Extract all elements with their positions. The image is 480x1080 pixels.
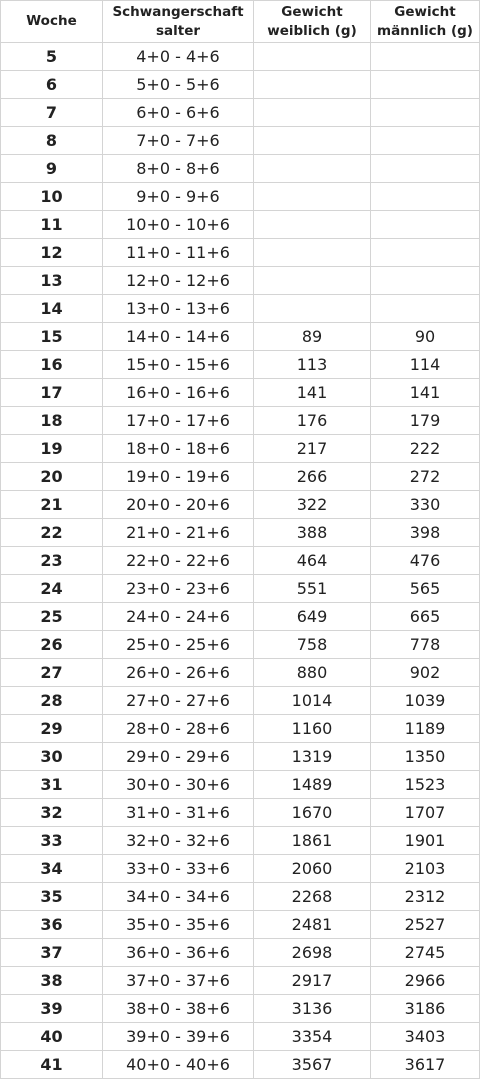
header-line: Schwangerschaft <box>112 3 244 20</box>
cell-schwangerschaftsalter: 25+0 - 25+6 <box>103 631 254 659</box>
table-row <box>1 575 480 603</box>
cell-woche: 32 <box>1 799 103 827</box>
table-row <box>1 743 480 771</box>
cell-gewicht-maennlich: 3186 <box>371 995 480 1023</box>
cell-gewicht-weiblich: 2917 <box>254 967 371 995</box>
cell-schwangerschaftsalter: 11+0 - 11+6 <box>103 239 254 267</box>
cell-woche: 21 <box>1 491 103 519</box>
cell-woche: 16 <box>1 351 103 379</box>
cell-gewicht-weiblich: 551 <box>254 575 371 603</box>
cell-gewicht-maennlich: 3617 <box>371 1051 480 1079</box>
cell-gewicht-weiblich <box>254 71 371 99</box>
table-row <box>1 295 480 323</box>
cell-gewicht-maennlich: 2527 <box>371 911 480 939</box>
cell-gewicht-maennlich: 665 <box>371 603 480 631</box>
cell-gewicht-weiblich: 1014 <box>254 687 371 715</box>
cell-schwangerschaftsalter: 26+0 - 26+6 <box>103 659 254 687</box>
table-row <box>1 771 480 799</box>
cell-gewicht-weiblich: 2481 <box>254 911 371 939</box>
cell-schwangerschaftsalter: 18+0 - 18+6 <box>103 435 254 463</box>
cell-schwangerschaftsalter: 19+0 - 19+6 <box>103 463 254 491</box>
cell-schwangerschaftsalter: 32+0 - 32+6 <box>103 827 254 855</box>
cell-woche: 6 <box>1 71 103 99</box>
table-row <box>1 631 480 659</box>
table-body <box>1 43 480 1079</box>
cell-woche: 8 <box>1 127 103 155</box>
table-row <box>1 211 480 239</box>
cell-gewicht-weiblich: 266 <box>254 463 371 491</box>
cell-schwangerschaftsalter: 15+0 - 15+6 <box>103 351 254 379</box>
cell-woche: 14 <box>1 295 103 323</box>
cell-woche: 22 <box>1 519 103 547</box>
table-row <box>1 799 480 827</box>
header-gewicht-weiblich <box>254 1 371 43</box>
cell-schwangerschaftsalter: 40+0 - 40+6 <box>103 1051 254 1079</box>
cell-gewicht-maennlich: 476 <box>371 547 480 575</box>
cell-gewicht-maennlich <box>371 239 480 267</box>
table-row <box>1 43 480 71</box>
cell-gewicht-maennlich: 1901 <box>371 827 480 855</box>
cell-woche: 29 <box>1 715 103 743</box>
cell-gewicht-weiblich <box>254 183 371 211</box>
cell-gewicht-weiblich: 1160 <box>254 715 371 743</box>
cell-gewicht-maennlich: 398 <box>371 519 480 547</box>
cell-gewicht-weiblich: 2060 <box>254 855 371 883</box>
table-row <box>1 127 480 155</box>
cell-woche: 15 <box>1 323 103 351</box>
cell-schwangerschaftsalter: 14+0 - 14+6 <box>103 323 254 351</box>
cell-gewicht-weiblich: 2698 <box>254 939 371 967</box>
cell-gewicht-weiblich <box>254 155 371 183</box>
cell-gewicht-maennlich: 1189 <box>371 715 480 743</box>
cell-gewicht-maennlich: 90 <box>371 323 480 351</box>
cell-schwangerschaftsalter: 27+0 - 27+6 <box>103 687 254 715</box>
cell-woche: 28 <box>1 687 103 715</box>
cell-schwangerschaftsalter: 4+0 - 4+6 <box>103 43 254 71</box>
cell-gewicht-weiblich: 89 <box>254 323 371 351</box>
table-row <box>1 71 480 99</box>
table-row <box>1 687 480 715</box>
cell-schwangerschaftsalter: 7+0 - 7+6 <box>103 127 254 155</box>
cell-gewicht-maennlich: 902 <box>371 659 480 687</box>
table-row <box>1 1051 480 1079</box>
cell-woche: 37 <box>1 939 103 967</box>
table-row <box>1 911 480 939</box>
table-row <box>1 267 480 295</box>
cell-woche: 36 <box>1 911 103 939</box>
cell-gewicht-maennlich: 1039 <box>371 687 480 715</box>
table-row <box>1 603 480 631</box>
cell-gewicht-maennlich: 2312 <box>371 883 480 911</box>
cell-gewicht-weiblich: 3354 <box>254 1023 371 1051</box>
cell-woche: 7 <box>1 99 103 127</box>
table-row <box>1 323 480 351</box>
cell-woche: 26 <box>1 631 103 659</box>
cell-gewicht-maennlich: 1523 <box>371 771 480 799</box>
table-row <box>1 659 480 687</box>
cell-gewicht-weiblich <box>254 127 371 155</box>
cell-gewicht-maennlich: 1350 <box>371 743 480 771</box>
header-line: männlich (g) <box>377 22 473 39</box>
cell-schwangerschaftsalter: 28+0 - 28+6 <box>103 715 254 743</box>
table-row <box>1 519 480 547</box>
header-woche <box>1 1 103 43</box>
cell-woche: 31 <box>1 771 103 799</box>
cell-gewicht-weiblich: 217 <box>254 435 371 463</box>
cell-woche: 19 <box>1 435 103 463</box>
cell-gewicht-weiblich: 1489 <box>254 771 371 799</box>
cell-woche: 17 <box>1 379 103 407</box>
cell-gewicht-weiblich: 1861 <box>254 827 371 855</box>
cell-schwangerschaftsalter: 39+0 - 39+6 <box>103 1023 254 1051</box>
cell-woche: 33 <box>1 827 103 855</box>
table-row <box>1 939 480 967</box>
cell-schwangerschaftsalter: 12+0 - 12+6 <box>103 267 254 295</box>
cell-gewicht-weiblich: 1670 <box>254 799 371 827</box>
cell-woche: 13 <box>1 267 103 295</box>
cell-schwangerschaftsalter: 8+0 - 8+6 <box>103 155 254 183</box>
header-line: Gewicht <box>394 3 456 20</box>
cell-gewicht-maennlich: 179 <box>371 407 480 435</box>
cell-woche: 41 <box>1 1051 103 1079</box>
cell-gewicht-weiblich <box>254 295 371 323</box>
table-row <box>1 715 480 743</box>
cell-woche: 35 <box>1 883 103 911</box>
cell-gewicht-maennlich: 330 <box>371 491 480 519</box>
cell-woche: 38 <box>1 967 103 995</box>
cell-gewicht-maennlich: 565 <box>371 575 480 603</box>
cell-schwangerschaftsalter: 34+0 - 34+6 <box>103 883 254 911</box>
table-row <box>1 351 480 379</box>
cell-gewicht-maennlich: 3403 <box>371 1023 480 1051</box>
cell-gewicht-maennlich <box>371 267 480 295</box>
cell-gewicht-maennlich <box>371 183 480 211</box>
header-line: Woche <box>26 13 77 29</box>
table-header <box>1 1 480 43</box>
cell-gewicht-maennlich: 778 <box>371 631 480 659</box>
cell-woche: 9 <box>1 155 103 183</box>
cell-gewicht-weiblich <box>254 43 371 71</box>
cell-gewicht-maennlich: 2745 <box>371 939 480 967</box>
cell-woche: 11 <box>1 211 103 239</box>
cell-gewicht-weiblich: 464 <box>254 547 371 575</box>
table-row <box>1 883 480 911</box>
cell-schwangerschaftsalter: 33+0 - 33+6 <box>103 855 254 883</box>
header-line: salter <box>155 22 201 39</box>
cell-gewicht-maennlich: 2103 <box>371 855 480 883</box>
cell-gewicht-maennlich: 1707 <box>371 799 480 827</box>
table-row <box>1 379 480 407</box>
cell-woche: 34 <box>1 855 103 883</box>
cell-gewicht-weiblich: 3136 <box>254 995 371 1023</box>
header-schwangerschaftsalter <box>103 1 254 43</box>
table-row <box>1 995 480 1023</box>
cell-schwangerschaftsalter: 35+0 - 35+6 <box>103 911 254 939</box>
cell-woche: 25 <box>1 603 103 631</box>
cell-gewicht-maennlich: 114 <box>371 351 480 379</box>
cell-gewicht-weiblich: 880 <box>254 659 371 687</box>
cell-schwangerschaftsalter: 31+0 - 31+6 <box>103 799 254 827</box>
cell-gewicht-maennlich <box>371 211 480 239</box>
table-row <box>1 407 480 435</box>
cell-gewicht-weiblich: 649 <box>254 603 371 631</box>
table-row <box>1 239 480 267</box>
cell-schwangerschaftsalter: 23+0 - 23+6 <box>103 575 254 603</box>
cell-gewicht-maennlich <box>371 127 480 155</box>
cell-gewicht-weiblich: 1319 <box>254 743 371 771</box>
cell-gewicht-maennlich <box>371 43 480 71</box>
cell-schwangerschaftsalter: 30+0 - 30+6 <box>103 771 254 799</box>
cell-schwangerschaftsalter: 37+0 - 37+6 <box>103 967 254 995</box>
cell-gewicht-weiblich: 113 <box>254 351 371 379</box>
table-row <box>1 491 480 519</box>
cell-gewicht-weiblich: 388 <box>254 519 371 547</box>
cell-gewicht-weiblich <box>254 99 371 127</box>
cell-woche: 39 <box>1 995 103 1023</box>
header-row <box>1 1 480 43</box>
cell-schwangerschaftsalter: 24+0 - 24+6 <box>103 603 254 631</box>
cell-schwangerschaftsalter: 6+0 - 6+6 <box>103 99 254 127</box>
cell-woche: 20 <box>1 463 103 491</box>
cell-woche: 24 <box>1 575 103 603</box>
table-row <box>1 99 480 127</box>
cell-woche: 27 <box>1 659 103 687</box>
cell-gewicht-weiblich <box>254 267 371 295</box>
table-row <box>1 967 480 995</box>
cell-schwangerschaftsalter: 22+0 - 22+6 <box>103 547 254 575</box>
cell-gewicht-weiblich <box>254 239 371 267</box>
cell-schwangerschaftsalter: 38+0 - 38+6 <box>103 995 254 1023</box>
cell-schwangerschaftsalter: 13+0 - 13+6 <box>103 295 254 323</box>
cell-gewicht-weiblich: 322 <box>254 491 371 519</box>
cell-gewicht-maennlich: 222 <box>371 435 480 463</box>
cell-woche: 5 <box>1 43 103 71</box>
cell-woche: 10 <box>1 183 103 211</box>
cell-gewicht-weiblich <box>254 211 371 239</box>
cell-schwangerschaftsalter: 29+0 - 29+6 <box>103 743 254 771</box>
header-gewicht-maennlich <box>371 1 480 43</box>
cell-schwangerschaftsalter: 20+0 - 20+6 <box>103 491 254 519</box>
cell-schwangerschaftsalter: 17+0 - 17+6 <box>103 407 254 435</box>
cell-gewicht-maennlich <box>371 71 480 99</box>
table-row <box>1 855 480 883</box>
cell-schwangerschaftsalter: 5+0 - 5+6 <box>103 71 254 99</box>
table-row <box>1 435 480 463</box>
cell-woche: 23 <box>1 547 103 575</box>
table-row <box>1 547 480 575</box>
cell-schwangerschaftsalter: 36+0 - 36+6 <box>103 939 254 967</box>
cell-gewicht-maennlich: 2966 <box>371 967 480 995</box>
cell-gewicht-weiblich: 176 <box>254 407 371 435</box>
table-row <box>1 1023 480 1051</box>
cell-gewicht-weiblich: 758 <box>254 631 371 659</box>
table-row <box>1 827 480 855</box>
cell-gewicht-weiblich: 141 <box>254 379 371 407</box>
cell-gewicht-maennlich: 141 <box>371 379 480 407</box>
table-row <box>1 463 480 491</box>
cell-schwangerschaftsalter: 10+0 - 10+6 <box>103 211 254 239</box>
cell-gewicht-maennlich <box>371 99 480 127</box>
cell-woche: 40 <box>1 1023 103 1051</box>
cell-woche: 18 <box>1 407 103 435</box>
cell-schwangerschaftsalter: 21+0 - 21+6 <box>103 519 254 547</box>
cell-schwangerschaftsalter: 16+0 - 16+6 <box>103 379 254 407</box>
cell-gewicht-weiblich: 2268 <box>254 883 371 911</box>
cell-schwangerschaftsalter: 9+0 - 9+6 <box>103 183 254 211</box>
cell-gewicht-weiblich: 3567 <box>254 1051 371 1079</box>
cell-woche: 12 <box>1 239 103 267</box>
cell-gewicht-maennlich <box>371 295 480 323</box>
header-line: Gewicht <box>281 3 343 20</box>
cell-woche: 30 <box>1 743 103 771</box>
header-line: weiblich (g) <box>267 22 357 39</box>
cell-gewicht-maennlich <box>371 155 480 183</box>
table-row <box>1 155 480 183</box>
table-row <box>1 183 480 211</box>
cell-gewicht-maennlich: 272 <box>371 463 480 491</box>
